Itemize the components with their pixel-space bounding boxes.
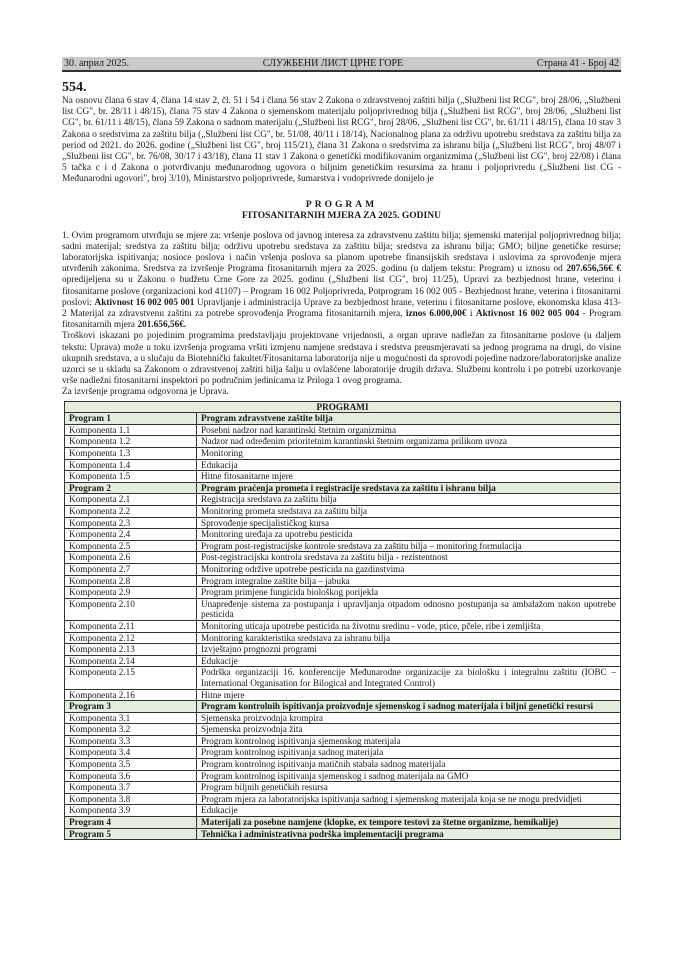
title-line-2: FITOSANITARNIH MJERA ZA 2025. GODINU bbox=[242, 210, 441, 221]
row-name: Program zdravstvene zaštite bilja bbox=[197, 413, 621, 425]
row-name: Edukacije bbox=[197, 805, 621, 817]
row-code: Program 5 bbox=[65, 828, 197, 840]
row-name: Monitoring uticaja upotrebe pesticida na životnu sredinu - vode, ptice, pčele, ribe i zemljišta bbox=[197, 620, 621, 632]
program-row bbox=[65, 701, 621, 713]
component-row bbox=[65, 494, 621, 506]
section-1-paragraph bbox=[62, 231, 621, 332]
row-name: Materijali za posebne namjene (klopke, ex tempore testovi za štetne organizme, hemikalije) bbox=[197, 817, 621, 829]
row-name: Unapređenje sistema za postupanja i upravljanja otpadom odnosno postupanja sa ambalažom nakon upotrebe pesticida bbox=[197, 598, 621, 620]
amount-materials: iznos 6.000,00€ bbox=[405, 309, 467, 320]
title-line-1: PROGRAM bbox=[305, 199, 378, 210]
row-code: Komponenta 3.2 bbox=[65, 724, 197, 736]
row-code: Komponenta 3.1 bbox=[65, 712, 197, 724]
row-code: Komponenta 2.1 bbox=[65, 494, 197, 506]
header-date: 30. април 2025. bbox=[64, 58, 129, 69]
row-code: Komponenta 2.10 bbox=[65, 598, 197, 620]
row-code: Komponenta 2.14 bbox=[65, 655, 197, 667]
row-code: Komponenta 2.7 bbox=[65, 563, 197, 575]
text: Upravljanje i administracija Uprave za bezbjednost hrane, veterinu i fitosanitarne poslove, ekonomska klasa 413-2 Materijal za zdravstvenu zaštitu za potrebe sprovođenja Programa fitosanitarnih mjera, bbox=[62, 297, 621, 320]
row-name: Monitoring uređaja za upotrebu pesticida bbox=[197, 529, 621, 541]
row-code: Komponenta 2.16 bbox=[65, 689, 197, 701]
row-code: Komponenta 1.3 bbox=[65, 448, 197, 460]
preamble: Na osnovu člana 6 stav 4, člana 14 stav 2, čl. 51 i 54 i člana 56 stav 2 Zakona o zdravstvenoj zaštiti bilja („Službeni list RCG", broj 28/06, „Službeni list CG", br. 28/11 i 48/15), člana 75 stav 4 Zakona o sjemenskom materijalu poljoprivrednog bilja („Službeni list RCG", broj 28/06, „Službeni list CG", br. 61/11 i 48/15), člana 59 Zakona o sadnom materijalu („Službeni list RCG", broj 28/06, „Službeni list CG", br. 61/11 i 48/15), člana 10 stav 3 Zakona o sredstvima za zaštitu bilja („Službeni list CG", br. 51/08, 40/11 i 18/14), Nacionalnog plana za održivu upotrebu sredstava za zaštitu bilja za period od 2021. do 2026. godine („Službeni list CG", broj 115/21), člana 31 Zakona o sredstvima za ishranu bilja („Službeni list RCG", broj 48/07 i „Službeni list CG", br. 76/08, 30/17 i 43/18), člana 11 stav 1 Zakona o genetički modifikovanim organizmima („Službeni list CG", broj 22/08) i člana 5 tačka c i d Zakona o potvrđivanju međunarodnog ugovora o biljnim genetičkim resursima za hranu i poljoprivredu („Službeni list CG - Međunarodni ugovori", broj 3/10), Ministarstvo poljoprivrede, šumarstva i vodoprivrede donijelo je bbox=[62, 96, 621, 185]
row-code: Komponenta 3.3 bbox=[65, 735, 197, 747]
component-row bbox=[65, 506, 621, 518]
component-row bbox=[65, 459, 621, 471]
row-code: Komponenta 2.2 bbox=[65, 506, 197, 518]
row-code: Program 3 bbox=[65, 701, 197, 713]
row-name: Program post-registracijske kontrole sredstava za zaštitu bilja – monitoring formulacija bbox=[197, 540, 621, 552]
component-row bbox=[65, 805, 621, 817]
component-row bbox=[65, 575, 621, 587]
row-code: Komponenta 1.1 bbox=[65, 424, 197, 436]
row-code: Komponenta 2.4 bbox=[65, 529, 197, 541]
text: i bbox=[466, 309, 476, 320]
row-name: Edukacija bbox=[197, 459, 621, 471]
row-code: Komponenta 3.6 bbox=[65, 770, 197, 782]
row-code: Komponenta 3.9 bbox=[65, 805, 197, 817]
amount-total: 207.656,56€ € bbox=[566, 264, 621, 275]
component-row bbox=[65, 793, 621, 805]
row-name: Program kontrolnog ispitivanja sjemenskog materijala bbox=[197, 735, 621, 747]
row-name: Program primjene fungicida biološkog porijekla bbox=[197, 587, 621, 599]
row-code: Komponenta 2.8 bbox=[65, 575, 197, 587]
row-name: Monitoring bbox=[197, 448, 621, 460]
component-row bbox=[65, 644, 621, 656]
row-name: Sjemenska proizvodnja krompira bbox=[197, 712, 621, 724]
row-code: Komponenta 2.11 bbox=[65, 620, 197, 632]
component-row bbox=[65, 667, 621, 689]
row-code: Program 2 bbox=[65, 482, 197, 494]
program-row bbox=[65, 413, 621, 425]
component-row bbox=[65, 712, 621, 724]
activity-code: Aktivnost 16 002 005 001 bbox=[94, 297, 195, 308]
row-code: Komponenta 3.8 bbox=[65, 793, 197, 805]
component-row bbox=[65, 436, 621, 448]
responsible-statement: Za izvršenje programa odgovorna je Uprava. bbox=[62, 387, 229, 398]
row-name: Program praćenja prometa i registracije sredstava za zaštitu i ishranu bilja bbox=[197, 482, 621, 494]
row-name: Program kontrolnih ispitivanja proizvodnje sjemenskog i sadnog materijala i biljni genetički resursi bbox=[197, 701, 621, 713]
component-row bbox=[65, 517, 621, 529]
row-name: Nadzor nad određenim prioritetnim karantinski štetnim organizama prilikom uvoza bbox=[197, 436, 621, 448]
component-row bbox=[65, 563, 621, 575]
text: 1. Ovim programom utvrđuju se mjere za: vršenje poslova od javnog interesa za zdravstvenu zaštitu bilja; sjemenski materijal poljoprivrednog bilja; sadni materijal; sredstva za zaštitu bilja; održivu upotrebu sredstava za zaštitu bilja; sredstva za ishranu bilja; GMO; biljne genetičke resurse; laboratorijska ispitivanja; nosioce poslova i način vršenja poslova sa planom upotrebe finansijskih sredstava i uslovima za sprovođenje mjera utvrđenih zakonima. Sredstva za izvršenje Programa fitosanitarnih mjera za 2025. godinu (u daljem tekstu: Program) u iznosu od bbox=[62, 230, 621, 275]
activity-code: Aktivnost 16 002 005 004 bbox=[475, 309, 580, 320]
program-row bbox=[65, 817, 621, 829]
row-name: Monitoring prometa sredstava za zaštitu bilja bbox=[197, 506, 621, 518]
row-code: Komponenta 2.3 bbox=[65, 517, 197, 529]
component-row bbox=[65, 540, 621, 552]
row-code: Komponenta 2.15 bbox=[65, 667, 197, 689]
row-name: Izvještajno prognozni programi bbox=[197, 644, 621, 656]
component-row bbox=[65, 620, 621, 632]
row-name: Monitoring održive upotrebe pesticida na gazdinstvima bbox=[197, 563, 621, 575]
row-code: Komponenta 2.12 bbox=[65, 632, 197, 644]
row-code: Komponenta 3.4 bbox=[65, 747, 197, 759]
row-name: Monitoring karakteristika sredstava za ishranu bilja bbox=[197, 632, 621, 644]
amount-program: 201.656,56€. bbox=[137, 320, 187, 331]
table-header-row bbox=[65, 401, 621, 413]
row-name: Hitne mjere bbox=[197, 689, 621, 701]
row-code: Komponenta 2.13 bbox=[65, 644, 197, 656]
table-header: PROGRAMI bbox=[65, 401, 621, 413]
component-row bbox=[65, 529, 621, 541]
act-number: 554. bbox=[62, 80, 87, 95]
row-name: Program kontrolnog ispitivanja matičnih stabala sadnog materijala bbox=[197, 759, 621, 771]
row-code: Komponenta 1.2 bbox=[65, 436, 197, 448]
component-row bbox=[65, 655, 621, 667]
component-row bbox=[65, 471, 621, 483]
document-title bbox=[62, 200, 621, 222]
component-row bbox=[65, 587, 621, 599]
programs-table bbox=[64, 401, 621, 841]
component-row bbox=[65, 689, 621, 701]
component-row bbox=[65, 424, 621, 436]
row-name: Post-registracijska kontrola sredstava za zaštitu bilja - rezistentnost bbox=[197, 552, 621, 564]
program-row bbox=[65, 828, 621, 840]
component-row bbox=[65, 770, 621, 782]
row-code: Komponenta 3.7 bbox=[65, 782, 197, 794]
row-name: Program kontrolnog ispitivanja sjemenskog i sadnog materijala na GMO bbox=[197, 770, 621, 782]
component-row bbox=[65, 598, 621, 620]
component-row bbox=[65, 759, 621, 771]
page-header bbox=[62, 57, 621, 72]
row-name: Podrška organizaciji 16. konferencije Međunarodne organizacije za biološku i integralnu zaštitu (IOBC – International Organisation for Bilogical and Integrated Control) bbox=[197, 667, 621, 689]
row-name: Program mjera za laboratorijska ispitivanja sadnog i sjemenskog materijala koja se ne mogu predvidjeti bbox=[197, 793, 621, 805]
text: opredijeljena su u Zakonu o budžetu Crne Gore za 2025. godinu („Službeni list CG", broj 11/25), Upravi za bezbjednost hrane, veterinu i fitosanitarne poslove (organizacioni kod 41107) – Program 16 002 Poljoprivreda, Potprogram 16 002 005 - Bezbjednost hrane, veterina i fitosanitarni poslovi: bbox=[62, 275, 621, 308]
row-name: Hitne fitosanitarne mjere bbox=[197, 471, 621, 483]
header-page: Страна 41 - Број 42 bbox=[536, 58, 619, 69]
row-name: Sprovođenje specijalističkog kursa bbox=[197, 517, 621, 529]
row-code: Program 4 bbox=[65, 817, 197, 829]
costs-paragraph: Troškovi iskazani po pojedinim programima predstavljaju projektovane vrijednosti, a organ uprave nadležan za fitosanitarne poslove (u daljem tekstu: Uprava) može u toku izvršenja programa vršiti izmjenu namjene sredstava i sredstva preusmjeravati sa jednog programa na drugi, do visine ukupnih sredstava, a u slučaju da Biotehnički fakultet/Fitosanitarna laboratorija nije u mogućnosti da sprovodi pojedine nadzore/laboratorijske analize uzorci se u skladu sa Zakonom o zdravstvenoj zaštiti bilja šalju u ovlašćene laboratorije drugih država. Službenu kontrolu i po potrebi uzorkovanje vrše nadležni fitosanitarni inspektori po područnim jedinicama iz Priloga 1 ovog programa. bbox=[62, 331, 621, 387]
row-name: Sjemenska proizvodnja žita bbox=[197, 724, 621, 736]
row-name: Program kontrolnog ispitivanja sadnog materijala bbox=[197, 747, 621, 759]
text: - Program fitosanitarnih mjera bbox=[62, 309, 621, 331]
row-code: Program 1 bbox=[65, 413, 197, 425]
row-name: Edukacije bbox=[197, 655, 621, 667]
row-name: Tehnička i administrativna podrška implementaciji programa bbox=[197, 828, 621, 840]
component-row bbox=[65, 724, 621, 736]
program-row bbox=[65, 482, 621, 494]
row-code: Komponenta 2.6 bbox=[65, 552, 197, 564]
row-name: Registracija sredstava za zaštitu bilja bbox=[197, 494, 621, 506]
row-name: Posebni nadzor nad karantinski štetnim organizmima bbox=[197, 424, 621, 436]
header-journal: СЛУЖБЕНИ ЛИСТ ЦРНЕ ГОРЕ bbox=[262, 58, 404, 69]
component-row bbox=[65, 552, 621, 564]
row-code: Komponenta 2.5 bbox=[65, 540, 197, 552]
component-row bbox=[65, 735, 621, 747]
row-code: Komponenta 1.4 bbox=[65, 459, 197, 471]
component-row bbox=[65, 448, 621, 460]
component-row bbox=[65, 747, 621, 759]
row-code: Komponenta 1.5 bbox=[65, 471, 197, 483]
component-row bbox=[65, 632, 621, 644]
component-row bbox=[65, 782, 621, 794]
row-code: Komponenta 2.9 bbox=[65, 587, 197, 599]
row-code: Komponenta 3.5 bbox=[65, 759, 197, 771]
row-name: Program integralne zaštite bilja – jabuka bbox=[197, 575, 621, 587]
row-name: Program biljnih genetičkih resursa bbox=[197, 782, 621, 794]
